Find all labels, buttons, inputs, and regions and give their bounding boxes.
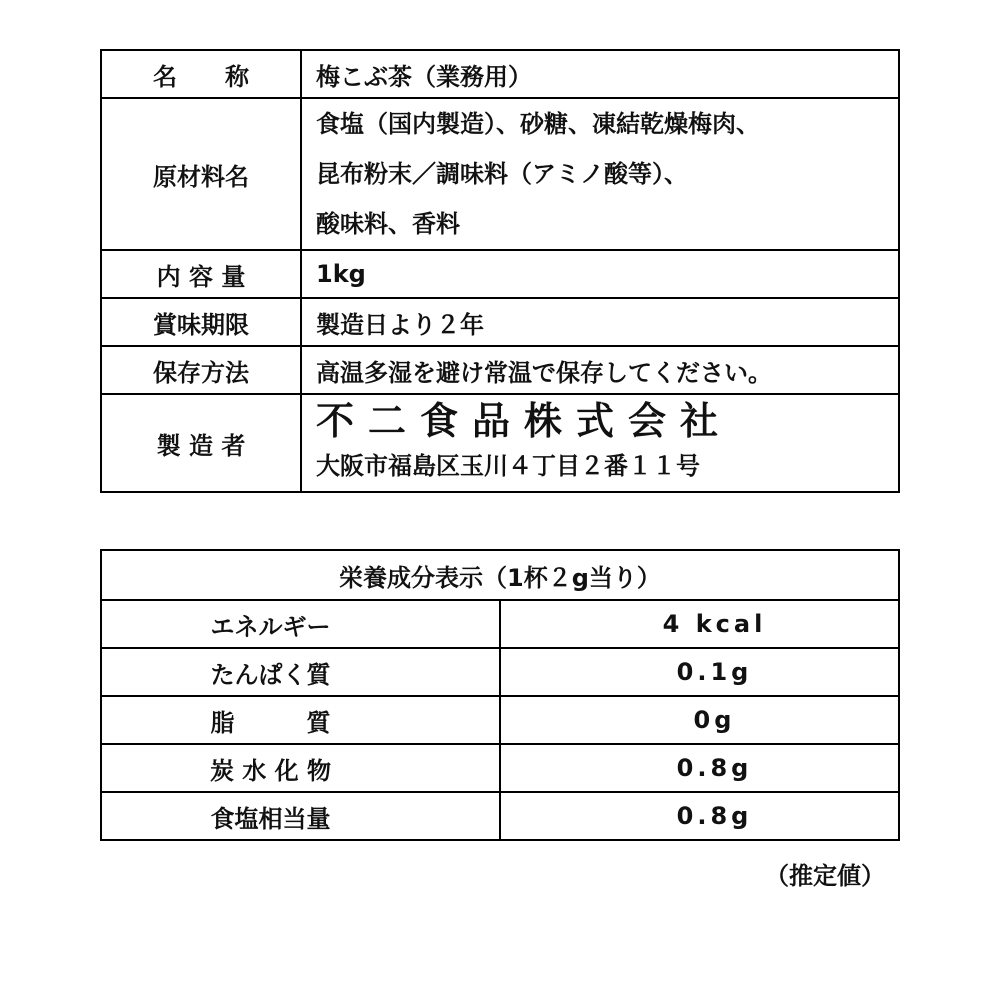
nutrition-title: 栄養成分表示（1杯２g当り） bbox=[101, 550, 899, 600]
nutrient-label: たんぱく質 bbox=[101, 648, 500, 696]
ingredients-line-2: 昆布粉末／調味料（アミノ酸等）、 bbox=[316, 160, 688, 188]
value-net-contents: 1kg bbox=[301, 250, 899, 298]
nutrition-table bbox=[100, 549, 900, 841]
value-name: 梅こぶ茶（業務用） bbox=[301, 50, 899, 98]
manufacturer-company: 不二食品株式会社 bbox=[316, 398, 733, 443]
row-net-contents bbox=[101, 250, 899, 298]
row-name bbox=[101, 50, 899, 98]
label-ingredients: 原材料名 bbox=[101, 98, 301, 250]
nutrient-value: 4 kcal bbox=[500, 600, 899, 648]
value-ingredients bbox=[301, 98, 899, 250]
manufacturer-address: 大阪市福島区玉川４丁目２番１１号 bbox=[316, 452, 700, 480]
nutrient-value: 0.8g bbox=[500, 744, 899, 792]
value-storage: 高温多湿を避け常温で保存してください。 bbox=[301, 346, 899, 394]
label-manufacturer: 製 造 者 bbox=[101, 394, 301, 492]
label-name: 名 称 bbox=[101, 50, 301, 98]
row-manufacturer bbox=[101, 394, 899, 492]
label-best-before: 賞味期限 bbox=[101, 298, 301, 346]
nutrient-value: 0.1g bbox=[500, 648, 899, 696]
nutrient-label: 脂 質 bbox=[101, 696, 500, 744]
nutrition-row-energy bbox=[101, 600, 899, 648]
nutrient-label: エネルギー bbox=[101, 600, 500, 648]
product-info-table bbox=[100, 49, 900, 493]
nutrition-row-carbohydrate bbox=[101, 744, 899, 792]
ingredients-line-3: 酸味料、香料 bbox=[316, 210, 460, 238]
nutrient-value: 0g bbox=[500, 696, 899, 744]
label-storage: 保存方法 bbox=[101, 346, 301, 394]
nutrition-row-fat bbox=[101, 696, 899, 744]
nutrient-value: 0.8g bbox=[500, 792, 899, 840]
nutrient-label: 炭 水 化 物 bbox=[101, 744, 500, 792]
estimated-value-note: （推定値） bbox=[765, 862, 885, 890]
label-net-contents: 内 容 量 bbox=[101, 250, 301, 298]
value-best-before: 製造日より２年 bbox=[301, 298, 899, 346]
row-storage bbox=[101, 346, 899, 394]
nutrition-row-protein bbox=[101, 648, 899, 696]
row-best-before bbox=[101, 298, 899, 346]
ingredients-line-1: 食塩（国内製造）、砂糖、凍結乾燥梅肉、 bbox=[316, 110, 760, 138]
row-ingredients bbox=[101, 98, 899, 250]
nutrition-header-row bbox=[101, 550, 899, 600]
nutrient-label: 食塩相当量 bbox=[101, 792, 500, 840]
value-manufacturer bbox=[301, 394, 899, 492]
nutrition-row-salt bbox=[101, 792, 899, 840]
